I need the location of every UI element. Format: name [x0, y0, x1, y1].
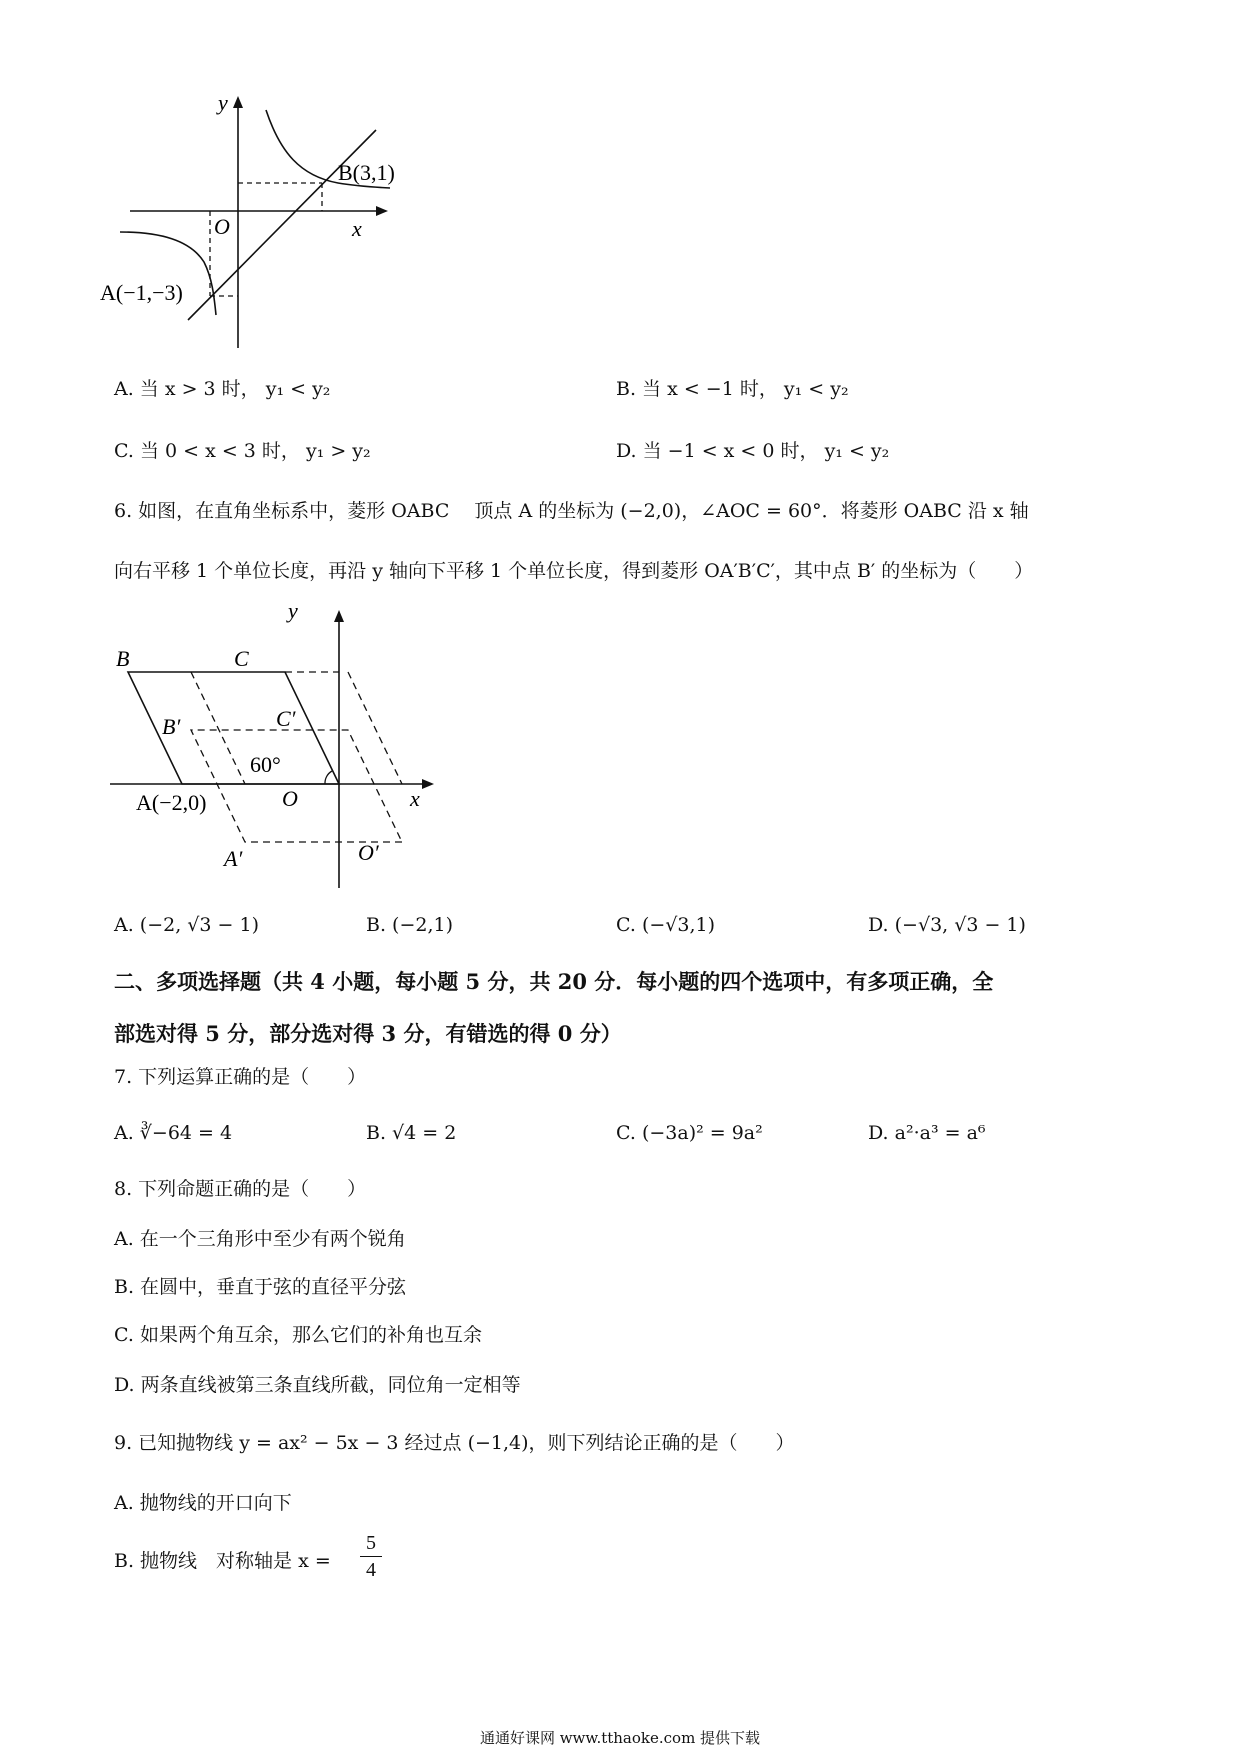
fig1-y-label: y	[218, 90, 228, 115]
q8-option-b: B. 在圆中，垂直于弦的直径平分弦	[114, 1276, 407, 1298]
fig1-origin-label: O	[214, 214, 230, 239]
fig2-o-prime-label: O′	[358, 840, 379, 865]
x-axis-arrow	[376, 206, 388, 216]
q7-option-b: B. √4 = 2	[366, 1122, 457, 1144]
q8-option-c: C. 如果两个角互余，那么它们的补角也互余	[114, 1324, 482, 1346]
fig2-a-label: A(−2,0)	[136, 790, 207, 815]
q8-stem: 8. 下列命题正确的是（ ）	[114, 1178, 367, 1200]
q9-option-b-fraction	[360, 1530, 382, 1583]
q5-option-d: D. 当 −1 < x < 0 时， y₁ < y₂	[616, 440, 890, 462]
fig2-y-label: y	[288, 600, 298, 623]
q6-stem-line1: 6. 如图，在直角坐标系中，菱形 OABC 顶点 A 的坐标为 (−2,0)，∠AOC = 60°．将菱形 OABC 沿 x 轴	[114, 500, 1029, 522]
dashed-mid-right	[348, 672, 402, 784]
q6-option-a: A. (−2, √3 − 1)	[114, 914, 259, 936]
fig2-angle-label: 60°	[250, 752, 281, 777]
q6-stem-line2: 向右平移 1 个单位长度，再沿 y 轴向下平移 1 个单位长度，得到菱形 OA′B′C′，其中点 B′ 的坐标为（ ）	[114, 560, 1034, 582]
q8-option-a: A. 在一个三角形中至少有两个锐角	[114, 1228, 406, 1250]
q9-stem: 9. 已知抛物线 y = ax² − 5x − 3 经过点 (−1,4)，则下列结论正确的是（ ）	[114, 1432, 795, 1454]
q5-option-b: B. 当 x < −1 时， y₁ < y₂	[616, 378, 849, 400]
rhombus-oabc	[128, 672, 339, 784]
q9-option-b-prefix: B. 抛物线 对称轴是 x =	[114, 1550, 331, 1572]
fraction-numerator: 5	[360, 1530, 382, 1557]
fraction-denominator: 4	[366, 1559, 376, 1581]
q8-option-d: D. 两条直线被第三条直线所截，同位角一定相等	[114, 1374, 521, 1396]
y-axis-arrow	[334, 610, 344, 622]
fig2-b-prime-label: B′	[162, 714, 181, 739]
angle-arc	[325, 771, 332, 784]
fig2-c-prime-label: C′	[276, 706, 296, 731]
section2-heading-line1: 二、多项选择题（共 4 小题，每小题 5 分，共 20 分．每小题的四个选项中，有多项正确，全	[114, 969, 994, 994]
q7-option-d: D. a²·a³ = a⁶	[868, 1122, 986, 1144]
fig2-x-label: x	[410, 786, 420, 811]
fig1-point-a-label: A(−1,−3)	[100, 280, 183, 305]
fig2-c-label: C	[234, 646, 249, 671]
fig1-x-label: x	[352, 216, 362, 241]
x-axis-arrow	[422, 779, 434, 789]
fig1-point-b-label: B(3,1)	[338, 160, 395, 185]
q7-stem: 7. 下列运算正确的是（ ）	[114, 1066, 367, 1088]
q5-option-a: A. 当 x > 3 时， y₁ < y₂	[114, 378, 331, 400]
q5-option-c: C. 当 0 < x < 3 时， y₁ > y₂	[114, 440, 371, 462]
q6-option-c: C. (−√3,1)	[616, 914, 716, 936]
fig2-b-label: B	[116, 646, 130, 671]
q6-option-b: B. (−2,1)	[366, 914, 454, 936]
q6-option-d: D. (−√3, √3 − 1)	[868, 914, 1026, 936]
page-footer: 通通好课网 www.tthaoke.com 提供下载	[479, 1729, 761, 1747]
figure-rhombus-translation	[100, 600, 500, 890]
fig2-origin-label: O	[282, 786, 298, 811]
section2-heading-line2: 部选对得 5 分，部分选对得 3 分，有错选的得 0 分）	[114, 1021, 622, 1046]
dashed-mid-left	[191, 672, 245, 784]
q7-option-c: C. (−3a)² = 9a²	[616, 1122, 763, 1144]
q9-option-a: A. 抛物线的开口向下	[114, 1492, 292, 1514]
figure-hyperbola-line	[100, 90, 440, 350]
fig2-a-prime-label: A′	[224, 846, 243, 871]
y-axis-arrow	[233, 96, 243, 108]
q7-option-a: A. ∛−64 = 4	[114, 1122, 233, 1144]
